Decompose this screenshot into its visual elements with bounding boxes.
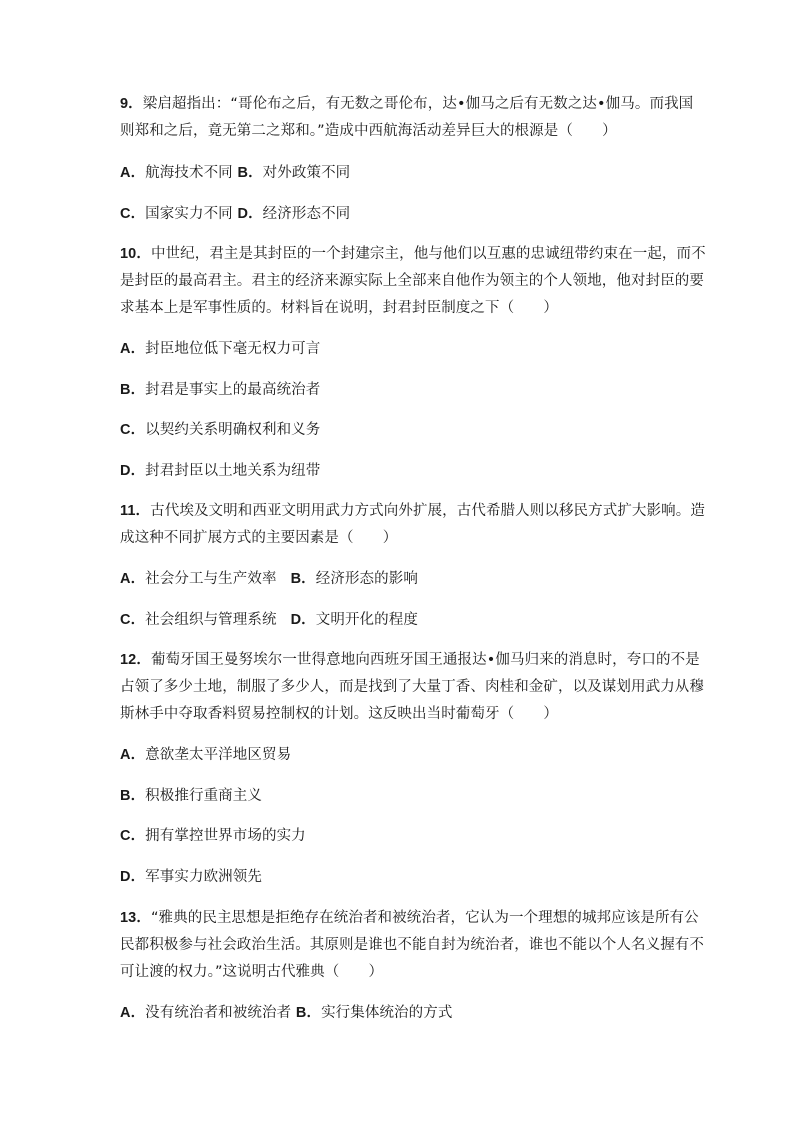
option-text-a: 封臣地位低下毫无权力可言	[145, 341, 321, 357]
question-10-stem-line-1	[120, 244, 706, 264]
option-text-b: 封君是事实上的最高统治者	[145, 382, 321, 398]
question-12-stem-line-1	[120, 650, 700, 670]
question-10-option-b	[120, 380, 320, 400]
option-text-a: 社会分工与生产效率	[145, 571, 277, 587]
option-label-a: A．	[120, 165, 146, 181]
option-text-a: 意欲垄太平洋地区贸易	[145, 747, 292, 763]
stem-text: 求基本上是军事性质的。材料旨在说明，封君封臣制度之下（ ）	[120, 300, 558, 316]
option-label-d: D．	[237, 206, 263, 222]
option-text-b: 实行集体统治的方式	[321, 1005, 453, 1021]
question-11-stem-line-1	[120, 501, 705, 521]
question-10-stem-line-2	[120, 271, 704, 291]
question-13-stem-line-3	[120, 962, 383, 982]
question-9-options-row-1	[120, 163, 350, 183]
option-label-c: C．	[120, 206, 146, 222]
question-12-option-b	[120, 786, 262, 806]
question-9-stem-line-2	[120, 121, 617, 141]
option-text-b: 对外政策不同	[262, 165, 351, 181]
option-text-d: 军事实力欧洲领先	[145, 869, 262, 885]
stem-text: 是封臣的最高君主。君主的经济来源实际上全部来自他作为领主的个人领地，他对封臣的要	[120, 273, 704, 289]
question-12-stem-line-3	[120, 704, 558, 724]
question-10-option-c	[120, 420, 320, 440]
question-number: 12．	[120, 652, 151, 668]
stem-text: “雅典的民主思想是拒绝存在统治者和被统治者，它认为一个理想的城邦应该是所有公	[150, 910, 699, 926]
option-text-c: 以契约关系明确权利和义务	[145, 422, 321, 438]
option-label-b: B．	[295, 1005, 322, 1021]
stem-text: 可让渡的权力。”这说明古代雅典（ ）	[120, 964, 384, 980]
question-10-option-a	[120, 339, 320, 359]
stem-text: 则郑和之后，竟无第二之郑和。”造成中西航海活动差异巨大的根源是（ ）	[120, 123, 617, 139]
option-text-c: 社会组织与管理系统	[145, 612, 277, 628]
option-label-c: C．	[120, 828, 146, 844]
question-12-stem-line-2	[120, 677, 704, 697]
question-12-option-c	[120, 826, 306, 846]
stem-text: 中世纪，君主是其封臣的一个封建宗主，他与他们以互惠的忠诚纽带约束在一起，而不	[150, 246, 706, 262]
question-11-options-row-2	[120, 610, 418, 630]
option-label-d: D．	[120, 463, 146, 479]
option-text-c: 国家实力不同	[145, 206, 233, 222]
question-12-option-a	[120, 745, 291, 765]
option-label-a: A．	[120, 341, 146, 357]
question-number: 11．	[120, 503, 151, 519]
stem-text: 古代埃及文明和西亚文明用武力方式向外扩展，古代希腊人则以移民方式扩大影响。造	[150, 503, 705, 519]
stem-text: 葡萄牙国王曼努埃尔一世得意地向西班牙国王通报达•伽马归来的消息时，夸口的不是	[150, 652, 700, 668]
option-label-a: A．	[120, 571, 146, 587]
option-text-c: 拥有掌控世界市场的实力	[145, 828, 306, 844]
option-text-a: 航海技术不同	[145, 165, 233, 181]
stem-text: 民都积极参与社会政治生活。其原则是谁也不能自封为统治者，谁也不能以个人名义握有不	[120, 937, 704, 953]
question-13-options-row-1	[120, 1003, 452, 1023]
question-9-stem-line-1	[120, 94, 693, 114]
question-13-stem-line-1	[120, 908, 699, 928]
option-label-b: B．	[290, 571, 316, 587]
question-10-option-d	[120, 461, 320, 481]
question-11-stem-line-2	[120, 528, 397, 548]
stem-text: 斯林手中夺取香料贸易控制权的计划。这反映出当时葡萄牙（ ）	[120, 706, 558, 722]
option-label-b: B．	[237, 165, 263, 181]
stem-text: 占领了多少土地，制服了多少人，而是找到了大量丁香、肉桂和金矿，以及谋划用武力从穆	[120, 679, 704, 695]
option-label-d: D．	[290, 612, 316, 628]
question-number: 10．	[120, 246, 151, 262]
option-label-a: A．	[120, 747, 146, 763]
option-label-b: B．	[120, 788, 146, 804]
option-label-d: D．	[120, 869, 146, 885]
option-text-b: 经济形态的影响	[315, 571, 418, 587]
option-label-a: A．	[120, 1005, 146, 1021]
question-9-options-row-2	[120, 204, 350, 224]
option-text-d: 封君封臣以土地关系为纽带	[145, 463, 321, 479]
question-11-options-row-1	[120, 569, 418, 589]
question-12-option-d	[120, 867, 262, 887]
question-number: 13．	[120, 910, 151, 926]
option-label-b: B．	[120, 382, 146, 398]
option-label-c: C．	[120, 422, 146, 438]
question-13-stem-line-2	[120, 935, 704, 955]
option-text-d: 经济形态不同	[262, 206, 351, 222]
question-10-stem-line-3	[120, 298, 558, 318]
option-label-c: C．	[120, 612, 146, 628]
stem-text: 梁启超指出：“哥伦布之后，有无数之哥伦布，达•伽马之后有无数之达•伽马。而我国	[142, 96, 694, 112]
stem-text: 成这种不同扩展方式的主要因素是（ ）	[120, 530, 398, 546]
question-number: 9．	[120, 96, 143, 112]
option-text-b: 积极推行重商主义	[145, 788, 262, 804]
option-text-d: 文明开化的程度	[315, 612, 418, 628]
option-text-a: 没有统治者和被统治者	[145, 1005, 292, 1021]
